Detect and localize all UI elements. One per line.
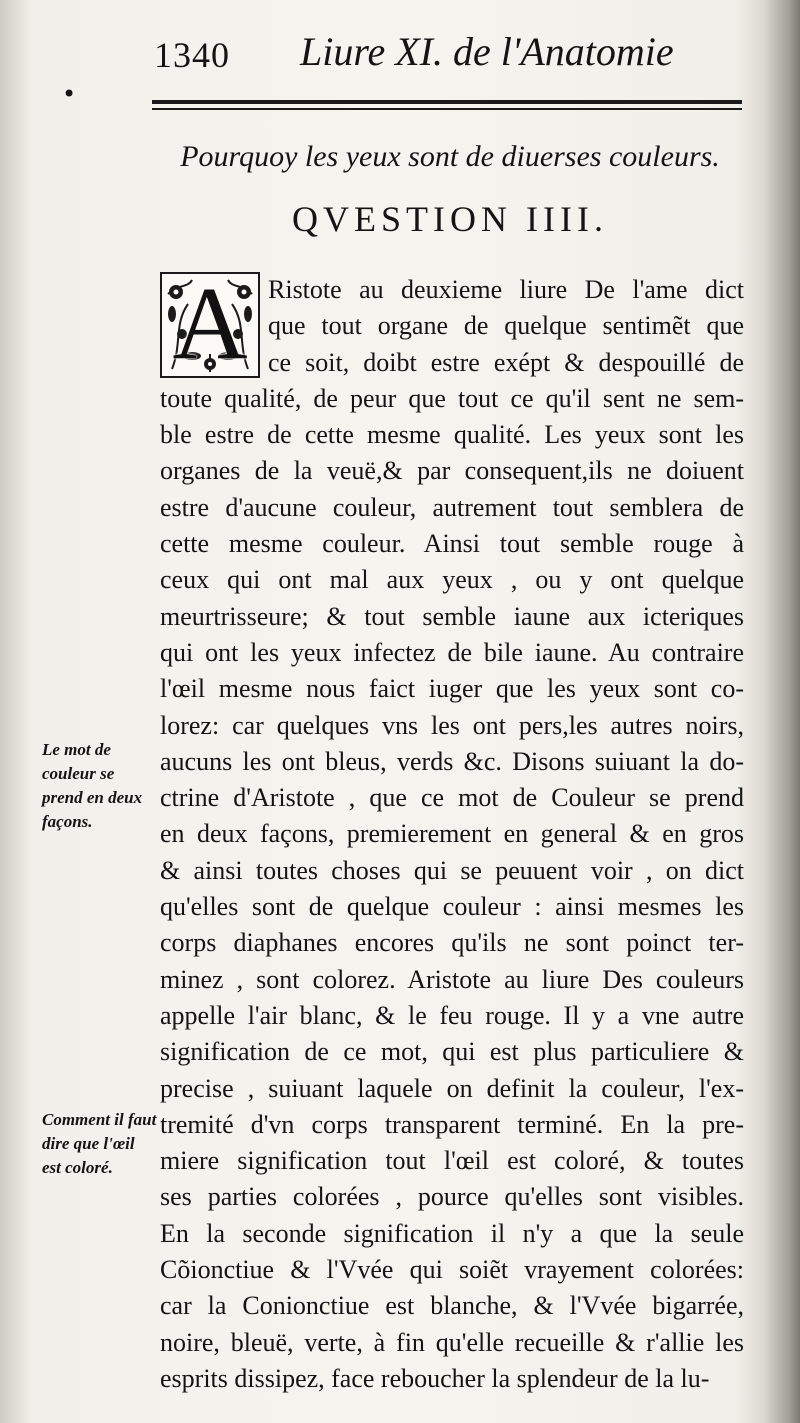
margin-note-couleur: Le mot de couleur se prend en deux façons. [42,740,143,831]
text-line: tremité d'vn corps transparent terminé. En la pre- [160,1109,744,1139]
text-line: & ainsi toutes choses qui se peuuent voir , on dict [160,855,744,885]
text-line: que tout organe de quelque sentimẽt que [268,311,744,341]
text-line: qu'elles sont de quelque couleur : ainsi mesmes les [160,892,744,922]
chapter-title: Pourquoy les yeux sont de diuerses couleurs. [180,140,720,173]
text-line: Ristote au deuxieme liure De l'ame dict [268,275,744,304]
text-line: organes de la veuë,& par consequent,ils ne doiuent [160,456,744,486]
text-line: appelle l'air blanc, & le feu rouge. Il y a vne autre [160,1000,744,1030]
text-line: En la seconde signification il n'y a que la seule [160,1218,744,1248]
page-gutter-shadow [764,0,800,1423]
running-title: Liure XI. de l'Anatomie [300,29,674,74]
body-text [160,272,744,1397]
text-line: minez , sont colorez. Aristote au liure Des couleurs [160,964,744,994]
text-line: ceux qui ont mal aux yeux , ou y ont quelque [160,565,744,595]
text-line: ble estre de cette mesme qualité. Les yeux sont les [160,420,744,450]
ornament-dot: • [62,80,77,108]
text-line: miere signification tout l'œil est coloré, & toutes [160,1146,744,1176]
text-line: corps diaphanes encores qu'ils ne sont poinct ter- [160,928,744,958]
text-line: Cõionctiue & l'Vvée qui soiẽt vrayement colorées: [160,1255,744,1285]
text-line: aucuns les ont bleus, verds &c. Disons suiuant la do- [160,746,744,776]
text-line: meurtrisseure; & tout semble iaune aux icteriques [160,601,744,631]
text-line: toute qualité, de peur que tout ce qu'il sent ne sem- [160,383,744,413]
decorated-initial [160,272,260,378]
text-line: signification de ce mot, qui est plus particuliere & [160,1037,744,1067]
text-line: ctrine d'Aristote , que ce mot de Couleur se prend [160,783,744,813]
text-line: l'œil mesme nous faict iuger que les yeux sont co- [160,674,744,704]
question-heading: QVESTION IIII. [292,199,608,239]
text-line: esprits dissipez, face reboucher la splendeur de la lu- [160,1363,710,1393]
text-line: estre d'aucune couleur, autrement tout semblera de [160,492,744,522]
text-line: en deux façons, premierement en general & en gros [160,819,744,849]
text-line: lorez: car quelques vns les ont pers,les autres noirs, [160,710,744,740]
running-head [150,22,750,82]
page-number: 1340 [154,35,230,75]
margin-note-oeil-colore: Comment il faut dire que l'œil est coloré. [42,1110,157,1177]
text-line: car la Conionctiue est blanche, & l'Vvée bigarrée, [160,1291,744,1321]
text-line: qui ont les yeux infectez de bile iaune. Au contraire [160,637,744,667]
header-rule [152,100,742,104]
text-line: cette mesme couleur. Ainsi tout semble rouge à [160,529,744,559]
text-line: noire, bleuë, verte, à fin qu'elle recueille & r'allie les [160,1327,744,1357]
drop-cap-letter: A [172,272,248,378]
text-line: ce soit, doibt estre exépt & despouillé de [268,347,744,377]
header-rule-thin [152,108,742,110]
text-line: precise , suiuant laquele on definit la couleur, l'ex- [160,1073,744,1103]
text-line: ses parties colorées , pource qu'elles sont visibles. [160,1182,744,1212]
